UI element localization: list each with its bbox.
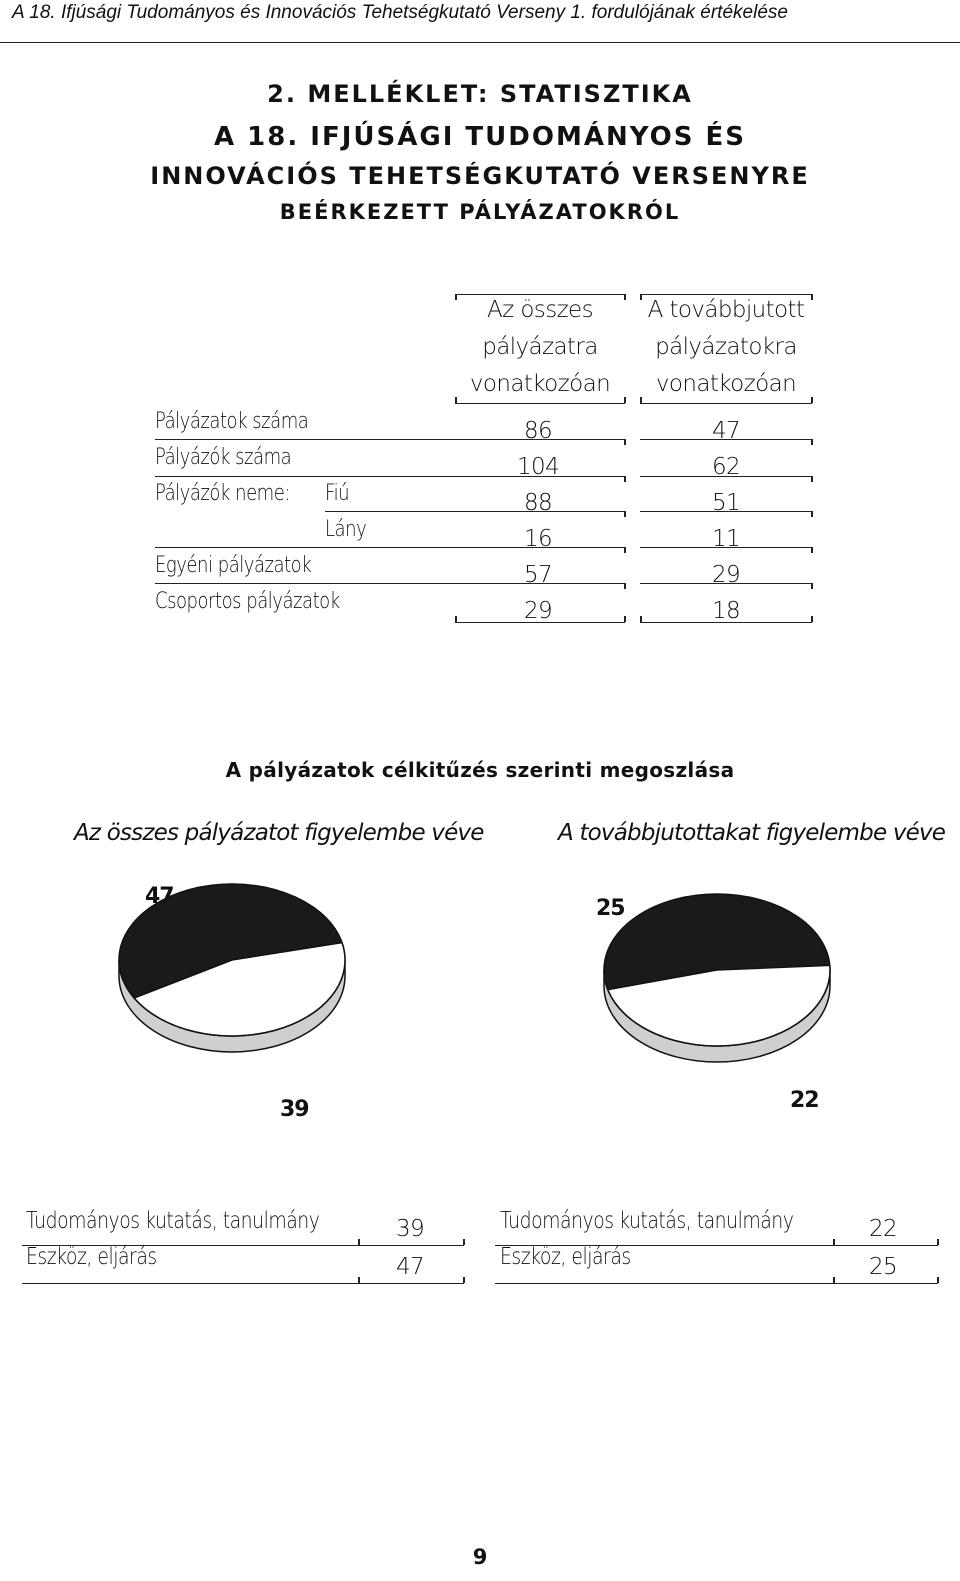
row-rule [640,439,812,440]
legend-tick [937,1239,939,1245]
legend-rule [22,1283,464,1284]
row-label: Pályázók száma [155,445,292,470]
row-rule [325,511,625,512]
legend-value: 47 [395,1254,425,1280]
row-rule [155,583,625,584]
col-header-tick [624,397,626,403]
legend-tick [463,1239,465,1245]
cell-all: 88 [523,490,553,516]
row-tick [811,583,813,589]
row-rule [155,439,625,440]
charts-section-title: A pályázatok célkitűzés szerinti megoszlása [225,758,735,782]
cell-advanced: 51 [711,490,741,516]
legend-tick [358,1239,360,1245]
row-rule [640,622,812,623]
col-header-all: Az összes pályázatra vonatkozóan [469,297,611,397]
legend-value: 25 [868,1254,898,1280]
appendix-subtitle-line3: BEÉRKEZETT PÁLYÁZATOKRÓL [279,200,681,224]
row-tick [624,547,626,553]
row-rule [640,511,812,512]
row-tick [811,439,813,445]
row-tick [624,439,626,445]
row-tick [624,616,626,622]
col-header-advanced: A továbbjutott pályázatokra vonatkozóan [647,297,805,397]
pie-chart-advanced [604,894,830,1062]
row-label: Csoportos pályázatok [155,589,340,614]
row-rule [155,547,625,548]
col-header-tick [640,397,642,403]
row-rule [455,622,625,623]
row-rule [640,583,812,584]
pie-label-dark: 47 [145,884,174,909]
row-tick [455,616,457,622]
chart-title-all: Az összes pályázatot figyelembe véve [74,820,484,846]
legend-tick [833,1239,835,1245]
row-sub-label: Lány [325,517,367,542]
legend-tick [937,1277,939,1283]
col-header-rule-bottom-adv [640,403,812,404]
col-header-tick [811,397,813,403]
pie-label-dark: 25 [596,896,625,921]
page-number: 9 [472,1545,488,1569]
pie-label-light: 39 [280,1097,309,1122]
cell-all: 29 [523,598,553,624]
legend-rule [495,1283,938,1284]
legend-tick [833,1277,835,1283]
appendix-subtitle-line2: INNOVÁCIÓS TEHETSÉGKUTATÓ VERSENYRE [150,162,810,190]
cell-advanced: 11 [711,526,741,552]
running-header: A 18. Ifjúsági Tudományos és Innovációs Tehetségkutató Verseny 1. fordulójának értékelése [12,2,788,23]
cell-advanced: 47 [711,418,741,444]
chart-title-advanced: A továbbjutottakat figyelembe véve [558,820,946,846]
cell-advanced: 18 [711,598,741,624]
row-label: Pályázatok száma [155,409,309,434]
row-rule [640,547,812,548]
cell-all: 104 [516,454,560,480]
row-tick [811,547,813,553]
pie-charts [0,860,960,1180]
legend-tick [463,1277,465,1283]
legend-label: Tudományos kutatás, tanulmány [500,1208,794,1234]
cell-advanced: 29 [711,562,741,588]
pie-label-light: 22 [790,1088,819,1113]
cell-all: 86 [523,418,553,444]
legend-value: 22 [868,1216,898,1242]
row-rule [155,476,625,477]
row-label: Pályázók neme: [155,481,290,506]
appendix-subtitle-line1: A 18. IFJÚSÁGI TUDOMÁNYOS ÉS [214,122,746,152]
row-rule [640,476,812,477]
col-header-tick [455,397,457,403]
row-label: Egyéni pályázatok [155,553,312,578]
legend-tick [358,1277,360,1283]
header-rule [0,42,960,43]
row-tick [624,511,626,517]
cell-all: 57 [523,562,553,588]
row-tick [811,511,813,517]
row-tick [811,616,813,622]
cell-all: 16 [523,526,553,552]
row-sub-label: Fiú [325,481,350,506]
legend-label: Eszköz, eljárás [26,1244,157,1270]
row-tick [624,476,626,482]
legend-label: Tudományos kutatás, tanulmány [26,1208,320,1234]
col-header-rule-bottom-all [455,403,625,404]
cell-advanced: 62 [711,454,741,480]
legend-label: Eszköz, eljárás [500,1244,631,1270]
row-tick [640,616,642,622]
appendix-title: 2. MELLÉKLET: STATISZTIKA [267,80,693,108]
row-tick [624,583,626,589]
pie-chart-all [119,884,345,1052]
row-tick [811,476,813,482]
legend-value: 39 [395,1216,425,1242]
